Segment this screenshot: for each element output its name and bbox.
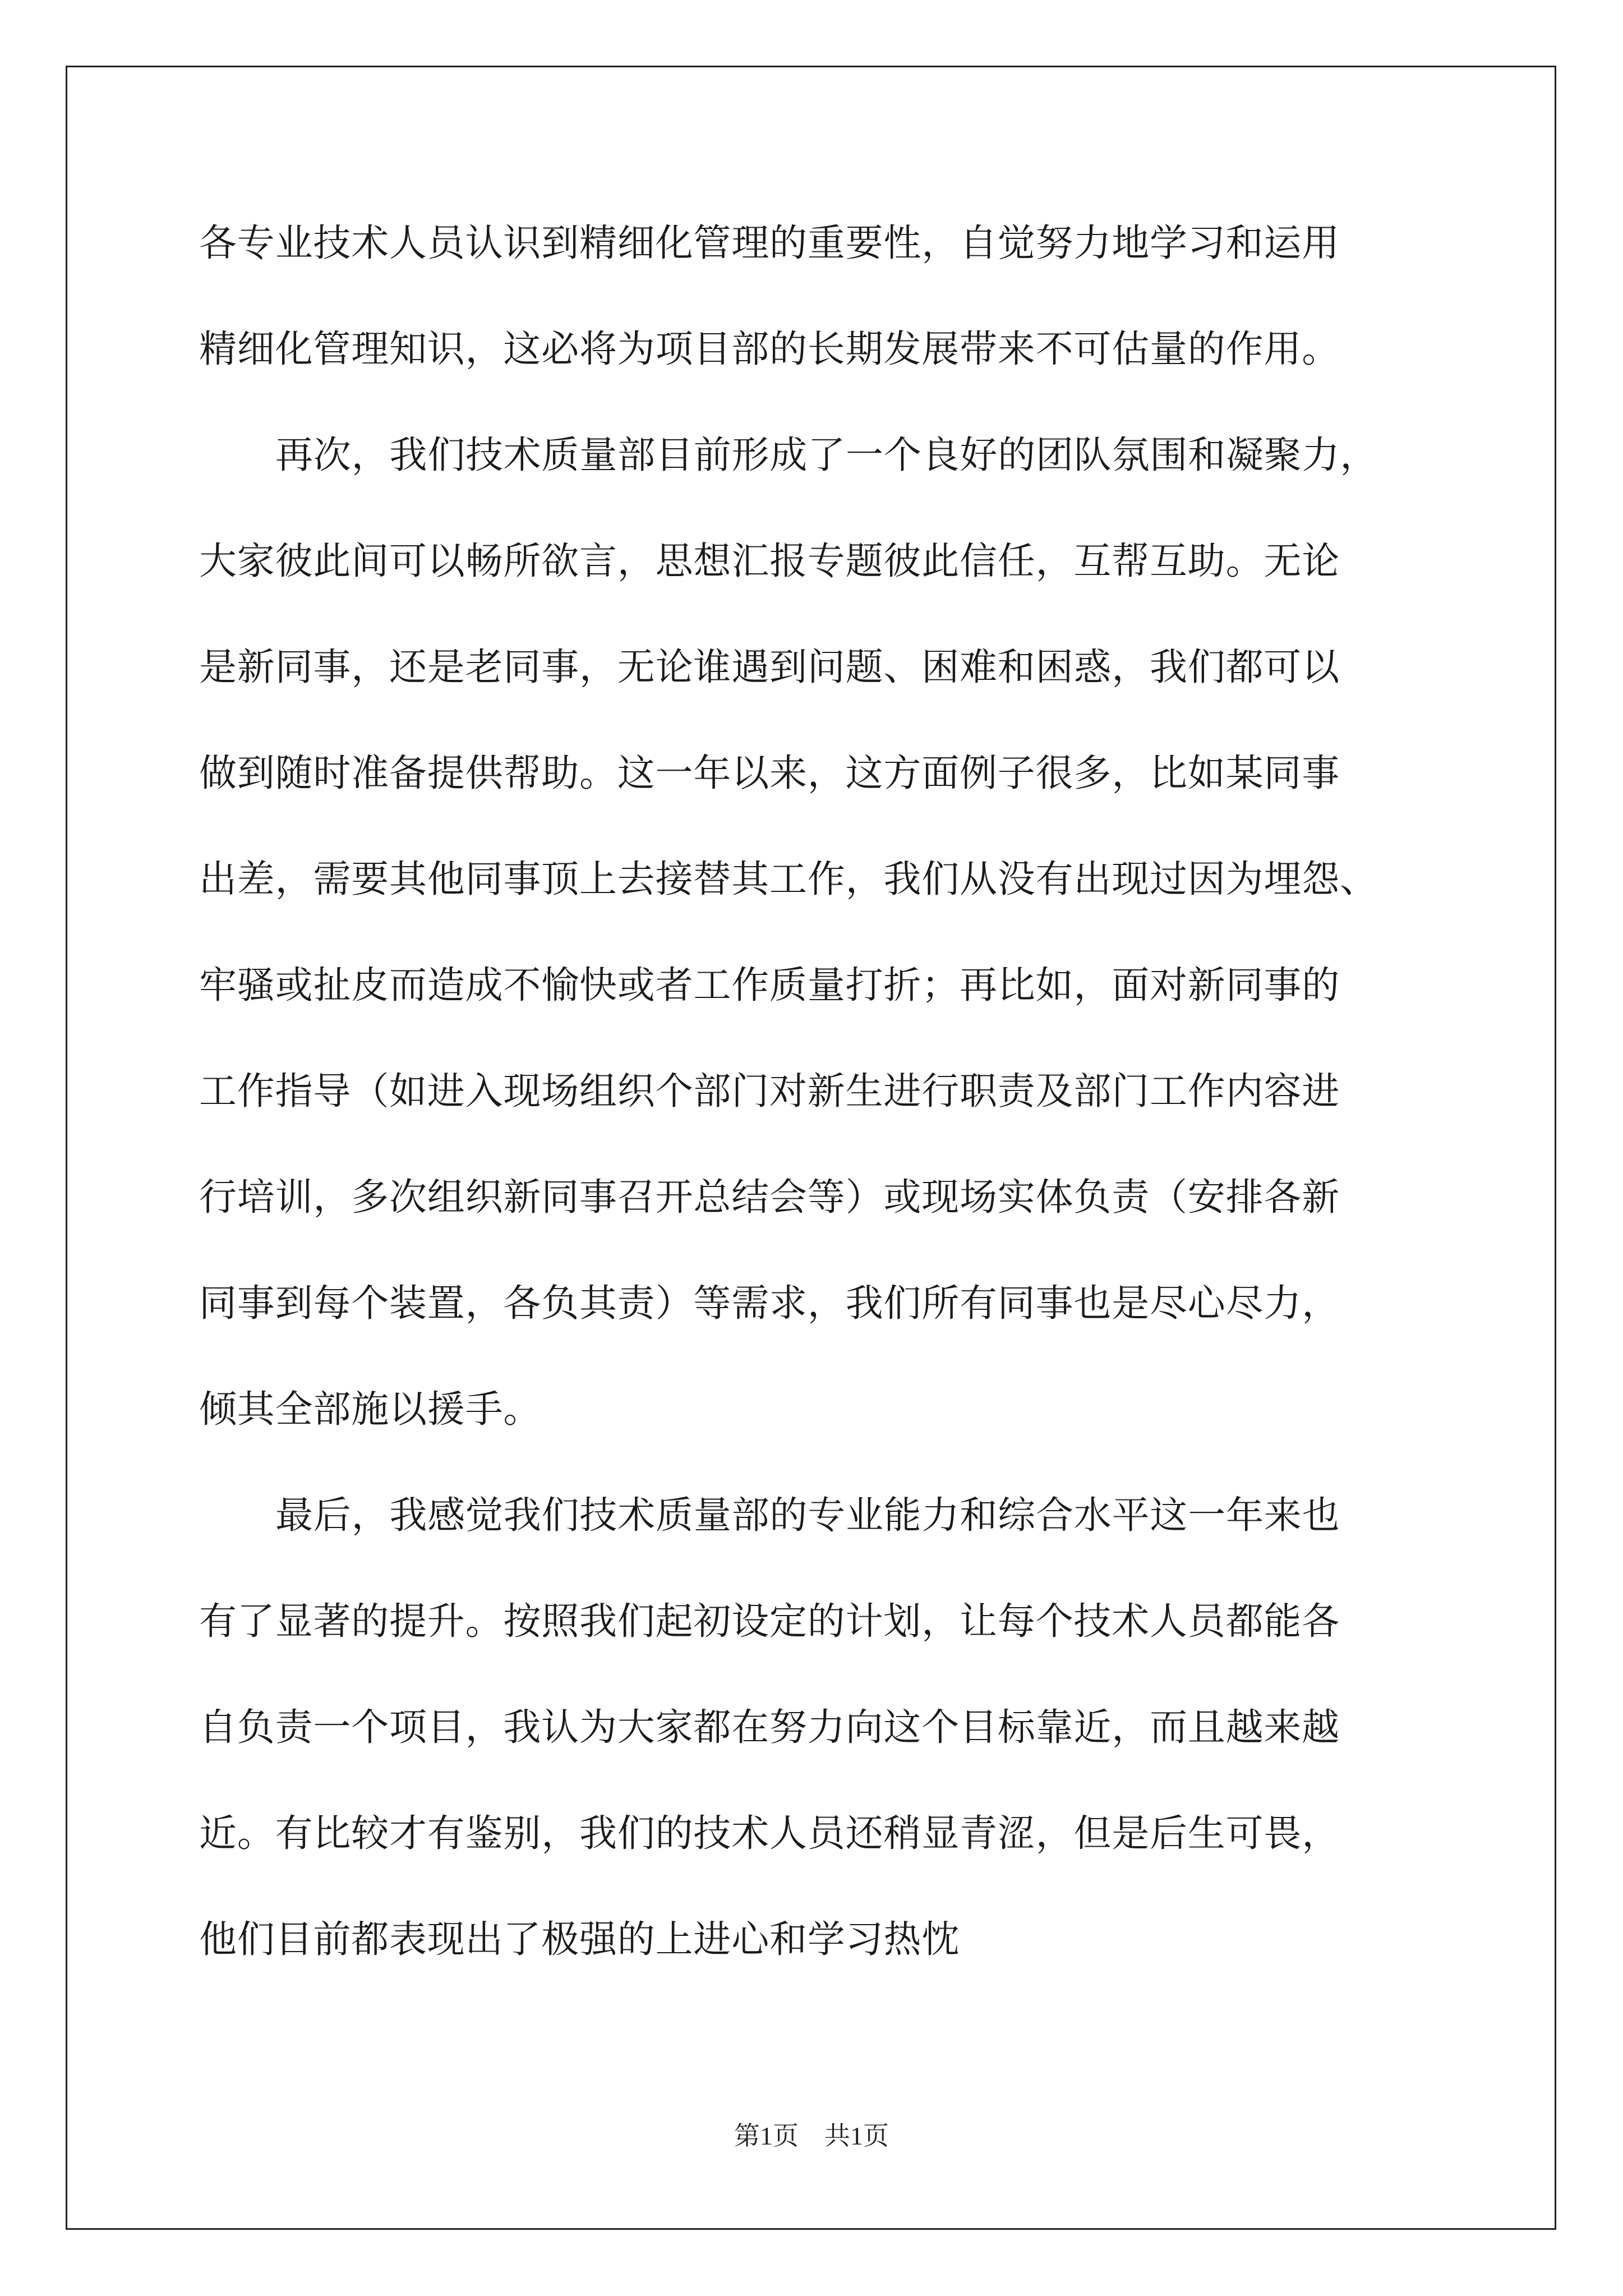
text-line: 精细化管理知识，这必将为项目部的长期发展带来不可估量的作用。 xyxy=(199,327,1340,371)
text-line: 倾其全部施以援手。 xyxy=(199,1387,542,1431)
text-line: 牢骚或扯皮而造成不愉快或者工作质量打折；再比如，面对新同事的 xyxy=(199,963,1340,1007)
text-line: 同事到每个装置，各负其责）等需求，我们所有同事也是尽心尽力， xyxy=(199,1281,1340,1325)
text-line: 近。有比较才有鉴别，我们的技术人员还稍显青涩，但是后生可畏， xyxy=(199,1811,1340,1855)
text-line: 行培训，多次组织新同事召开总结会等）或现场实体负责（安排各新 xyxy=(199,1175,1340,1219)
page-number-footer: 第1页 共1页 xyxy=(734,2122,889,2150)
paragraph-start-line: 最后，我感觉我们技术质量部的专业能力和综合水平这一年来也 xyxy=(275,1493,1340,1537)
text-line: 出差，需要其他同事顶上去接替其工作，我们从没有出现过因为埋怨、 xyxy=(199,857,1378,901)
text-line: 是新同事，还是老同事，无论谁遇到问题、困难和困惑，我们都可以 xyxy=(199,645,1340,689)
text-line: 做到随时准备提供帮助。这一年以来，这方面例子很多，比如某同事 xyxy=(199,751,1340,795)
text-line: 大家彼此间可以畅所欲言，思想汇报专题彼此信任，互帮互助。无论 xyxy=(199,539,1340,583)
text-line: 工作指导（如进入现场组织个部门对新生进行职责及部门工作内容进 xyxy=(199,1069,1340,1113)
paragraph-start-line: 再次，我们技术质量部目前形成了一个良好的团队氛围和凝聚力， xyxy=(275,433,1378,477)
text-line: 有了显著的提升。按照我们起初设定的计划，让每个技术人员都能各 xyxy=(199,1599,1340,1643)
text-line: 他们目前都表现出了极强的上进心和学习热忱 xyxy=(199,1917,960,1961)
text-line: 各专业技术人员认识到精细化管理的重要性，自觉努力地学习和运用 xyxy=(199,221,1340,265)
text-line: 自负责一个项目，我认为大家都在努力向这个目标靠近，而且越来越 xyxy=(199,1705,1340,1749)
document-body xyxy=(199,209,1444,2012)
